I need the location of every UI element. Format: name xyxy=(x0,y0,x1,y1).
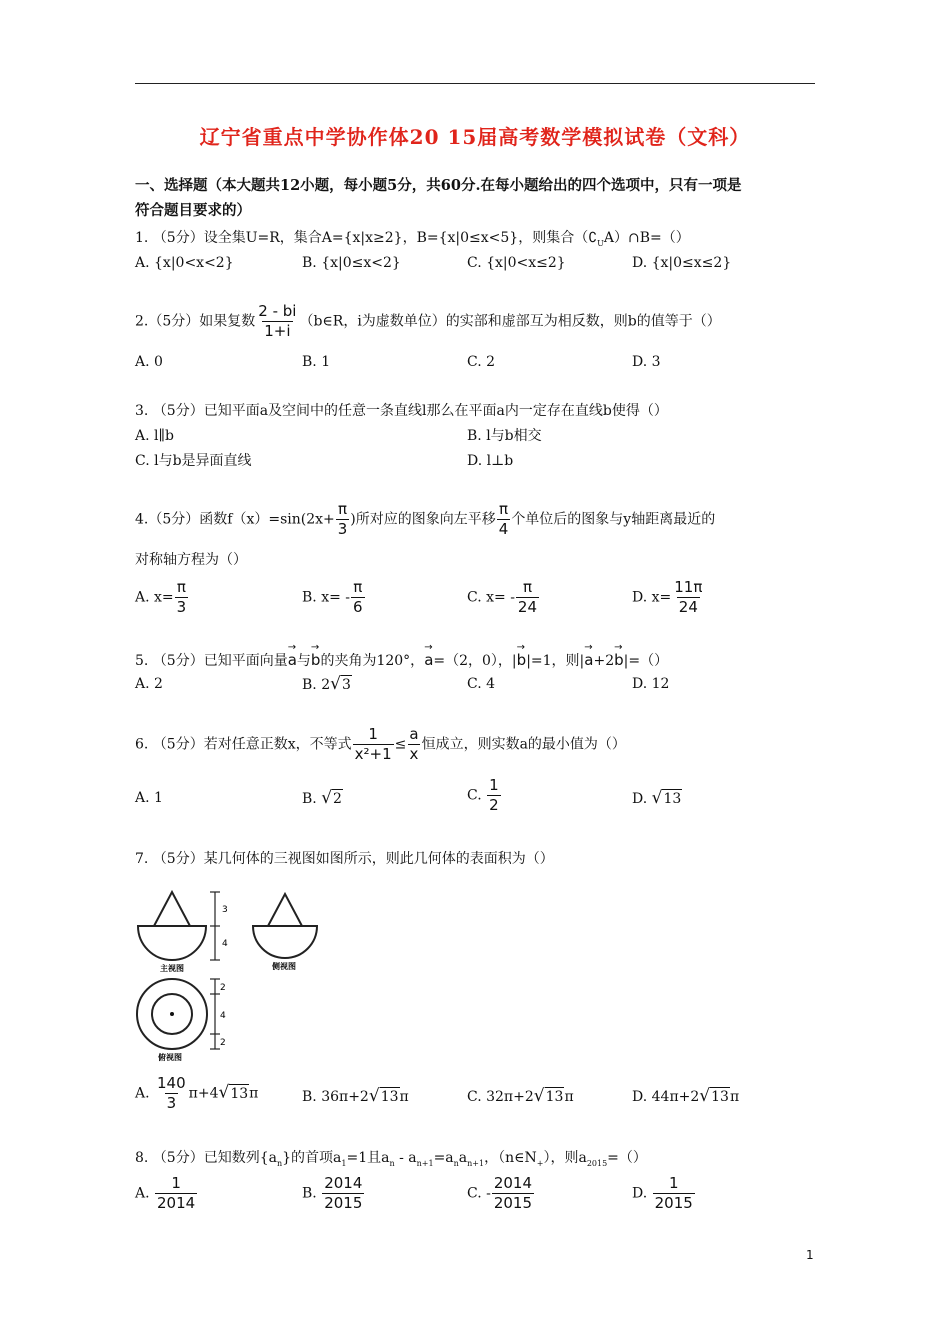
section-heading-line2: 符合题目要求的） xyxy=(135,202,251,219)
side-view xyxy=(253,894,317,958)
question-8-stem: 8. （5分）已知数列$\{a_n\}$的首项$a_1=1$且$a_n - a_{n+1}=a_na_{n+1}$，$(n\in N_+)$，则$a_{2015}=()$ xyxy=(135,1150,647,1168)
q7-option-a: A. $\frac{140}{3}$ π+4√13π xyxy=(135,1074,259,1112)
question-4-stem: 4.（5分）函数f（x）=sin(2x+ $\frac{\pi}{3}$ )所对应的图象向左平移 $\frac{\pi}{4}$ 个单位后的图象与y轴距离最近的 xyxy=(135,500,716,538)
section-heading-line1: 一、选择题（本大题共12小题，每小题5分，共60分.在每小题给出的四个选项中，只有一项是 xyxy=(135,177,742,194)
question-5-stem: 5. （5分）已知平面向量→ a与→ b的夹角为120°，→ a=（2，0），|→ b|=1，则|→ a+2→ b|=（） xyxy=(135,650,668,671)
three-view-figure xyxy=(130,880,340,1065)
q6-option-b: B. √2 xyxy=(302,788,342,808)
dim-4-label: 4 xyxy=(222,939,228,949)
page-number: 1 xyxy=(806,1248,814,1262)
q6-option-a: A. 1 xyxy=(135,790,163,806)
q2-fraction: $\frac{2 - bi}{1+i}$ xyxy=(258,302,297,340)
q3-option-d: D. l⊥b xyxy=(467,453,514,469)
q8-option-a: A. $\frac{1}{2014}$ xyxy=(135,1174,196,1212)
dim-2-bottom-label: 2 xyxy=(220,1038,226,1048)
question-3-stem: 3. （5分）已知平面a及空间中的任意一条直线l那么在平面a内一定存在直线b使得（） xyxy=(135,403,668,419)
q8-option-d: D. $\frac{1}{2015}$ xyxy=(632,1174,693,1212)
q2-option-d: D. 3 xyxy=(632,354,661,370)
question-2-stem: 2.（5分）如果复数 $\frac{2 - bi}{1+i}$ （b∈R，i为虚数单位）的实部和虚部互为相反数，则b的值等于（） xyxy=(135,302,721,340)
q6-option-c: C. $\frac{1}{2}$ xyxy=(467,776,499,814)
question-7-stem: 7. （5分）某几何体的三视图如图所示，则此几何体的表面积为（） xyxy=(135,851,554,867)
q1-option-d: D. {x|0≤x≤2} xyxy=(632,255,732,271)
q5-option-b: B. 2√3 xyxy=(302,674,351,694)
vector-b: → b xyxy=(311,650,321,670)
front-view-label: 主视图 xyxy=(160,964,184,973)
side-view-label: 侧视图 xyxy=(272,962,296,971)
q4-option-b: B. x= - $\frac{\pi}{6}$ xyxy=(302,578,363,616)
q7-option-c: C. 32π+2√13π xyxy=(467,1086,574,1106)
question-1-stem: 1. （5分）设全集U=R，集合A={x|x≥2}，B={x|0≤x<5}，则集合$(∁_UA)\cap B=()$ xyxy=(135,230,690,248)
q1-option-b: B. {x|0≤x<2} xyxy=(302,255,401,271)
q4-option-a: A. x= $\frac{\pi}{3}$ xyxy=(135,578,187,616)
question-6-stem: 6. （5分）若对任意正数x，不等式 $\frac{1}{\text{x²+1}}$ ≤ $\frac{a}{x}$ 恒成立，则实数a的最小值为（） xyxy=(135,725,626,763)
q3-option-b: B. l与b相交 xyxy=(467,428,542,444)
q8-option-c: C. - $\frac{2014}{2015}$ xyxy=(467,1174,533,1212)
dim-4-mid-label: 4 xyxy=(220,1011,226,1021)
q7-option-d: D. 44π+2√13π xyxy=(632,1086,740,1106)
q2-option-a: A. 0 xyxy=(135,354,163,370)
dim-2-top-label: 2 xyxy=(220,983,226,993)
q1-option-c: C. {x|0<x≤2} xyxy=(467,255,566,271)
q4-option-c: C. x= - $\frac{\pi}{24}$ xyxy=(467,578,538,616)
page-title: 辽宁省重点中学协作体20 15届高考数学模拟试卷（文科） xyxy=(199,125,751,149)
q2-option-b: B. 1 xyxy=(302,354,331,370)
front-dim-lines xyxy=(210,892,220,960)
header-rule xyxy=(135,83,815,84)
question-4-stem-line2: 对称轴方程为（） xyxy=(135,552,247,568)
q5-option-c: C. 4 xyxy=(467,676,496,692)
q3-option-c: C. l与b是异面直线 xyxy=(135,453,252,469)
q6-option-d: D. √13 xyxy=(632,788,682,808)
top-view-label: 俯视图 xyxy=(158,1053,182,1062)
top-dim-lines xyxy=(210,979,220,1049)
top-view-center-dot xyxy=(170,1012,174,1016)
q3-option-a: A. l∥b xyxy=(135,428,174,444)
q4-option-d: D. x= $\frac{11\pi}{24}$ xyxy=(632,578,703,616)
q5-option-a: A. 2 xyxy=(135,676,163,692)
q2-option-c: C. 2 xyxy=(467,354,496,370)
q5-option-d: D. 12 xyxy=(632,676,670,692)
front-view xyxy=(138,892,206,960)
q8-option-b: B. $\frac{2014}{2015}$ xyxy=(302,1174,363,1212)
dim-3-label: 3 xyxy=(222,905,228,915)
q7-option-b: B. 36π+2√13π xyxy=(302,1086,409,1106)
vector-a: → a xyxy=(288,650,297,670)
q1-option-a: A. {x|0<x<2} xyxy=(135,255,234,271)
